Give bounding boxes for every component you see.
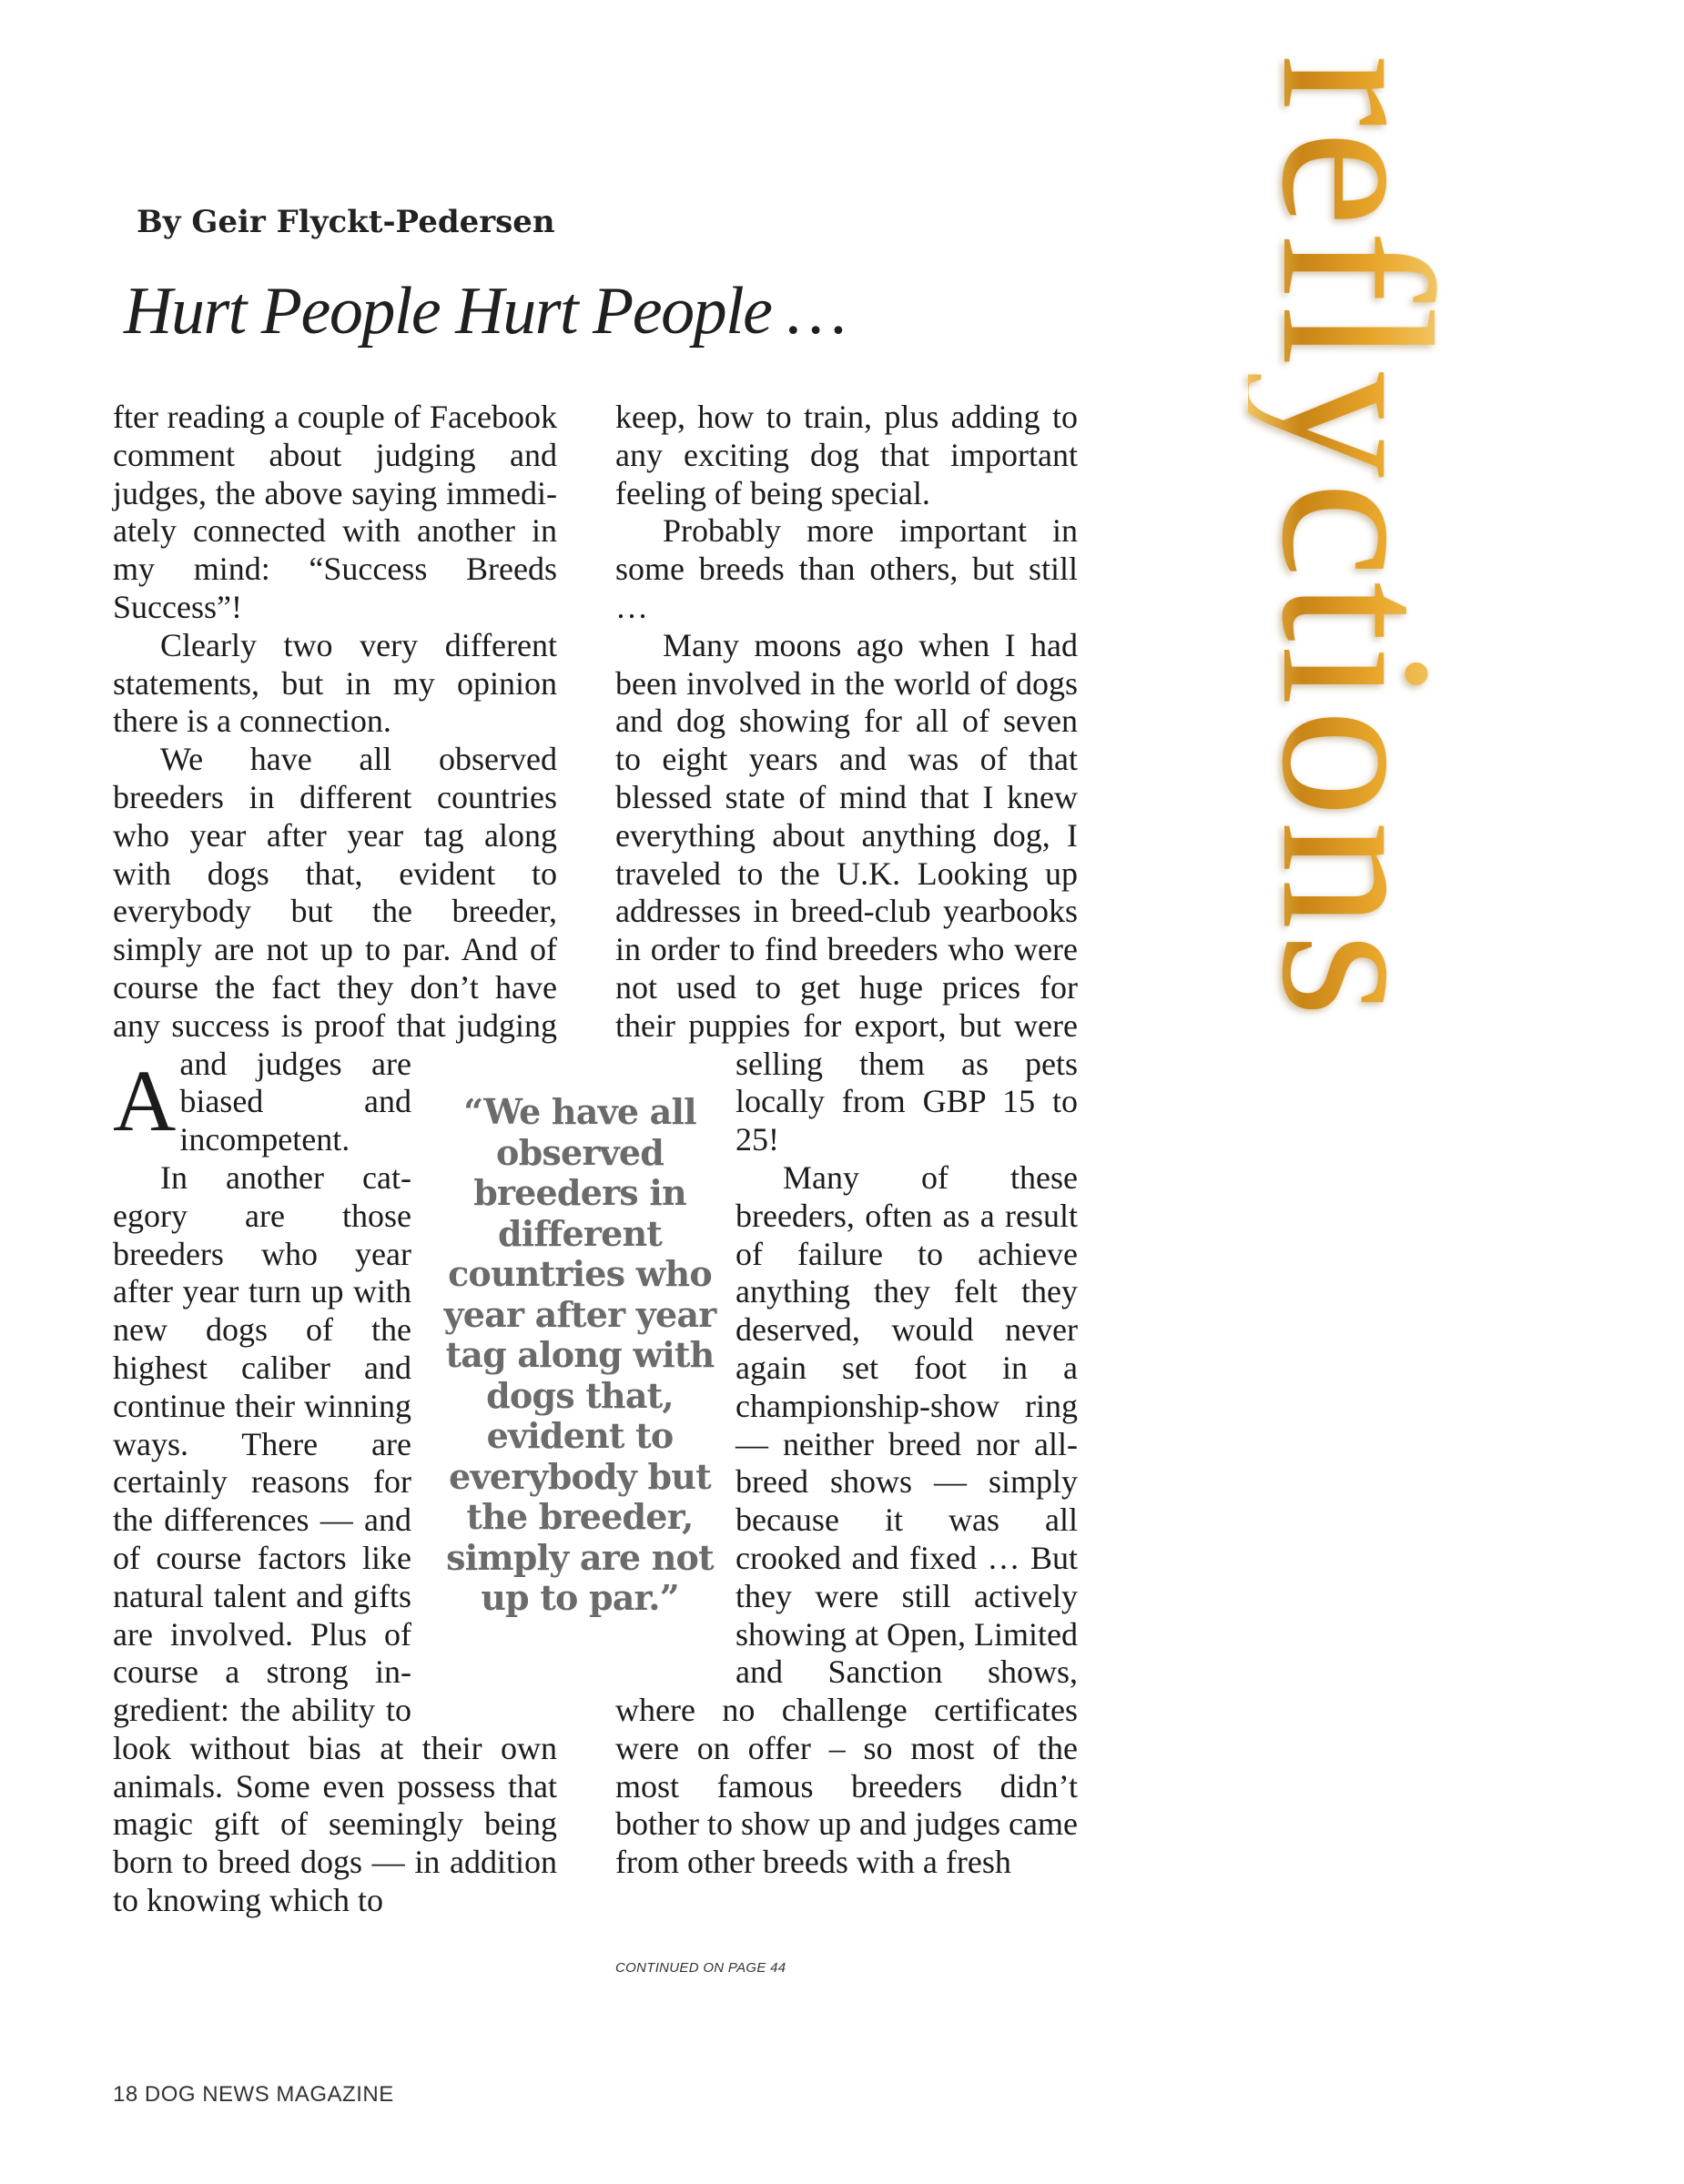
article-paragraph: We have all observed breeders in different countries who year after year tag along with dogs that, evident to everybody but the breeder, simply are not up to par. And of course the fact they don’t have any success is proof that judging and judges are biased and incompetent. (113, 741, 557, 1158)
article-paragraph: keep, how to train, plus adding to any exciting dog that important feeling of being special. (615, 399, 1078, 511)
article-paragraph: Many moons ago when I had been involved in the world of dogs and dog showing for all of seven to eight years and was of that blessed state of mind that I knew everything about anything dog, I traveled to the U.K. Looking up addresses in breed-club yearbooks in order to find breeders who were not used to get huge prices for their puppies for export, but were selling them as pets locally from GBP 15 to 25! (615, 626, 1078, 1158)
article-paragraph: Probably more important in some breeds than others, but still … (615, 512, 1078, 625)
byline: By Geir Flyckt-Pedersen (137, 204, 555, 240)
pull-quote: “We have all observed breeders in different countries who year after year tag along with dogs that, evident to everybody but the breeder, simply are not up to par.” (443, 1091, 716, 1618)
page-footer: 18 DOG NEWS MAGAZINE (113, 2082, 394, 2107)
headline: Hurt People Hurt People … (124, 274, 846, 349)
article-paragraph: fter reading a couple of Facebook comment about judging and judges, the above saying immediately connected with another in my mind: “Success Breeds Success”! (113, 399, 557, 625)
continued-note: CONTINUED ON PAGE 44 (615, 1960, 786, 1976)
drop-cap: A (113, 1052, 177, 1149)
article-paragraph: Clearly two very different statements, but in my opinion there is a connection. (113, 626, 557, 740)
column-title: reflyctions (1237, 55, 1476, 1021)
article-paragraph: Many of these breeders, often as a result of failure to achieve anything they felt they deserved, would never again set foot in a championship-show ring — neither breed nor all-breed shows — simply because it was all crooked and fixed … But they were still actively showing at Open, Limited and Sanction shows, where no challenge certificates were on offer – so most of the most famous breeders didn’t bother to show up and judges came from other breeds with a fresh (615, 1158, 1078, 1881)
article-paragraph: In another category are those breeders who year after year turn up with new dogs of the highest caliber and continue their winning ways. There are certainly reasons for the differences — and of course factors like natural talent and gifts are involved. Plus of course a strong ingredient: the ability to look without bias at their own animals. Some even possess that magic gift of seemingly being born to breed dogs — in addition to knowing which to (113, 1158, 557, 1919)
